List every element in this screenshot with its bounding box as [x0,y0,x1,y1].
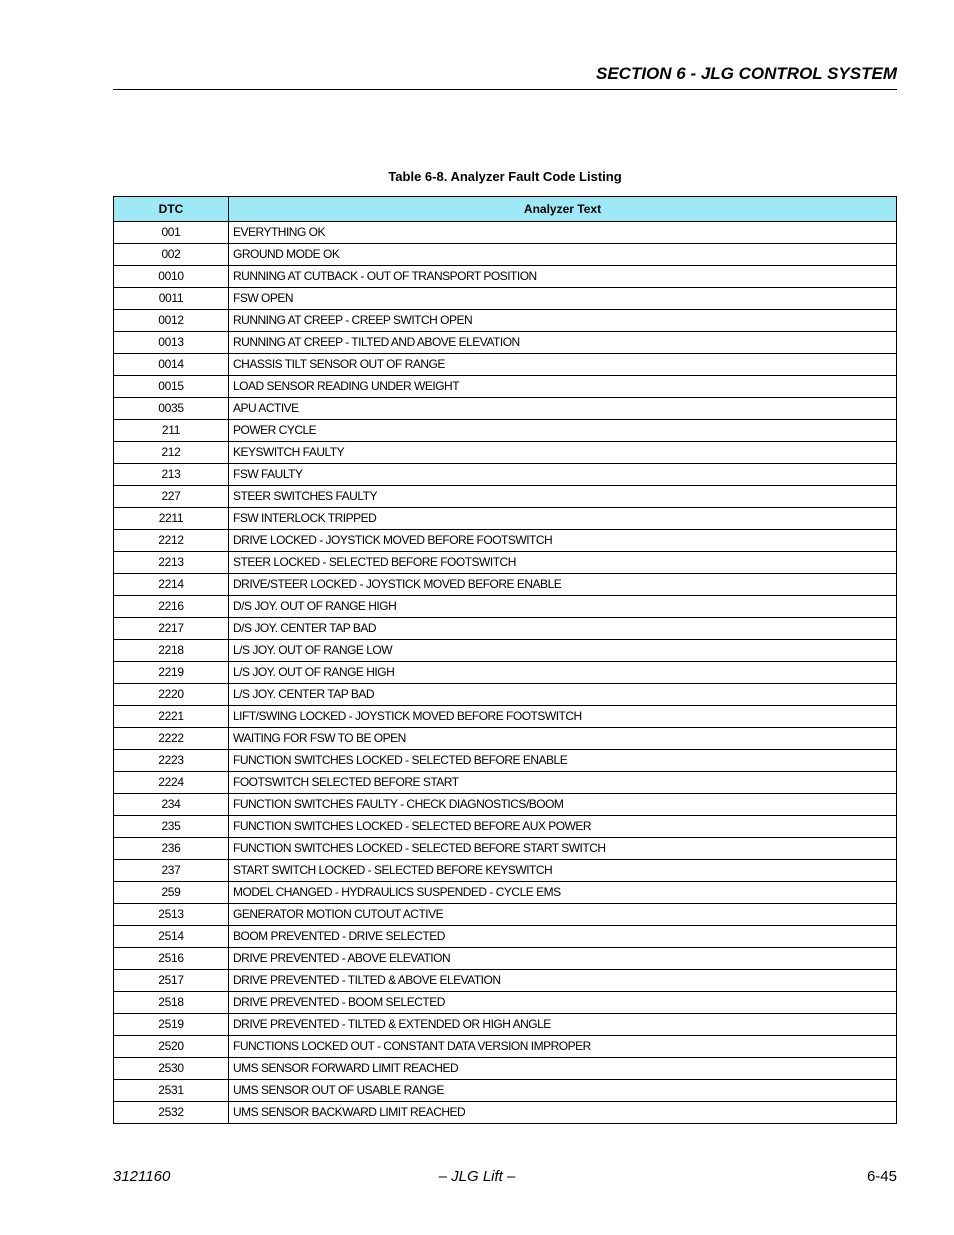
table-row [114,354,897,376]
analyzer-text-cell: DRIVE PREVENTED - TILTED & ABOVE ELEVATION [229,970,897,992]
table-row [114,310,897,332]
analyzer-text-cell: DRIVE/STEER LOCKED - JOYSTICK MOVED BEFORE ENABLE [229,574,897,596]
header-rule [113,89,897,90]
dtc-code-cell: 2514 [114,926,229,948]
dtc-code-cell: 234 [114,794,229,816]
dtc-code-cell: 002 [114,244,229,266]
analyzer-text-cell: D/S JOY. CENTER TAP BAD [229,618,897,640]
analyzer-text-cell: L/S JOY. CENTER TAP BAD [229,684,897,706]
dtc-code-cell: 2219 [114,662,229,684]
table-row [114,948,897,970]
analyzer-text-cell: RUNNING AT CREEP - TILTED AND ABOVE ELEVATION [229,332,897,354]
table-row [114,1102,897,1124]
column-header-analyzer-text: Analyzer Text [229,197,897,222]
dtc-code-cell: 001 [114,222,229,244]
table-row [114,816,897,838]
table-body [114,222,897,1124]
table-row [114,794,897,816]
fault-code-table [113,196,897,1124]
analyzer-text-cell: FUNCTION SWITCHES LOCKED - SELECTED BEFORE START SWITCH [229,838,897,860]
table-row [114,288,897,310]
dtc-code-cell: 237 [114,860,229,882]
analyzer-text-cell: KEYSWITCH FAULTY [229,442,897,464]
analyzer-text-cell: UMS SENSOR OUT OF USABLE RANGE [229,1080,897,1102]
dtc-code-cell: 211 [114,420,229,442]
analyzer-text-cell: GENERATOR MOTION CUTOUT ACTIVE [229,904,897,926]
table-row [114,464,897,486]
table-row [114,970,897,992]
dtc-code-cell: 2532 [114,1102,229,1124]
table-row [114,772,897,794]
dtc-code-cell: 2223 [114,750,229,772]
dtc-code-cell: 2220 [114,684,229,706]
table-row [114,552,897,574]
analyzer-text-cell: FOOTSWITCH SELECTED BEFORE START [229,772,897,794]
table-row [114,860,897,882]
analyzer-text-cell: EVERYTHING OK [229,222,897,244]
dtc-code-cell: 2213 [114,552,229,574]
dtc-code-cell: 0015 [114,376,229,398]
analyzer-text-cell: UMS SENSOR FORWARD LIMIT REACHED [229,1058,897,1080]
dtc-code-cell: 2214 [114,574,229,596]
analyzer-text-cell: FUNCTION SWITCHES LOCKED - SELECTED BEFORE ENABLE [229,750,897,772]
dtc-code-cell: 2212 [114,530,229,552]
analyzer-text-cell: START SWITCH LOCKED - SELECTED BEFORE KEYSWITCH [229,860,897,882]
analyzer-text-cell: GROUND MODE OK [229,244,897,266]
analyzer-text-cell: FUNCTION SWITCHES FAULTY - CHECK DIAGNOSTICS/BOOM [229,794,897,816]
table-row [114,926,897,948]
analyzer-text-cell: LOAD SENSOR READING UNDER WEIGHT [229,376,897,398]
section-title: SECTION 6 - JLG CONTROL SYSTEM [596,64,897,83]
analyzer-text-cell: LIFT/SWING LOCKED - JOYSTICK MOVED BEFORE FOOTSWITCH [229,706,897,728]
table-row [114,1058,897,1080]
dtc-code-cell: 235 [114,816,229,838]
analyzer-text-cell: FSW FAULTY [229,464,897,486]
table-row [114,222,897,244]
dtc-code-cell: 2513 [114,904,229,926]
table-row [114,640,897,662]
table-row [114,1014,897,1036]
table-row [114,376,897,398]
dtc-code-cell: 2218 [114,640,229,662]
dtc-code-cell: 0035 [114,398,229,420]
analyzer-text-cell: RUNNING AT CUTBACK - OUT OF TRANSPORT POSITION [229,266,897,288]
table-row [114,882,897,904]
analyzer-text-cell: APU ACTIVE [229,398,897,420]
dtc-code-cell: 0011 [114,288,229,310]
analyzer-text-cell: D/S JOY. OUT OF RANGE HIGH [229,596,897,618]
dtc-code-cell: 2516 [114,948,229,970]
dtc-code-cell: 2216 [114,596,229,618]
table-row [114,1080,897,1102]
table-row [114,706,897,728]
table-row [114,992,897,1014]
analyzer-text-cell: FSW INTERLOCK TRIPPED [229,508,897,530]
table-header-row [114,197,897,222]
dtc-code-cell: 236 [114,838,229,860]
table-title: Table 6-8. Analyzer Fault Code Listing [388,169,622,184]
dtc-code-cell: 0010 [114,266,229,288]
table-row [114,684,897,706]
analyzer-text-cell: FSW OPEN [229,288,897,310]
analyzer-text-cell: DRIVE PREVENTED - TILTED & EXTENDED OR HIGH ANGLE [229,1014,897,1036]
dtc-code-cell: 2519 [114,1014,229,1036]
analyzer-text-cell: STEER SWITCHES FAULTY [229,486,897,508]
dtc-code-cell: 2530 [114,1058,229,1080]
table-row [114,1036,897,1058]
dtc-code-cell: 0013 [114,332,229,354]
table-row [114,442,897,464]
analyzer-text-cell: BOOM PREVENTED - DRIVE SELECTED [229,926,897,948]
analyzer-text-cell: DRIVE PREVENTED - BOOM SELECTED [229,992,897,1014]
table-row [114,332,897,354]
dtc-code-cell: 0014 [114,354,229,376]
analyzer-text-cell: WAITING FOR FSW TO BE OPEN [229,728,897,750]
table-row [114,508,897,530]
dtc-code-cell: 259 [114,882,229,904]
analyzer-text-cell: STEER LOCKED - SELECTED BEFORE FOOTSWITCH [229,552,897,574]
table-row [114,420,897,442]
page-number: 6-45 [866,1168,897,1185]
table-row [114,728,897,750]
table-row [114,530,897,552]
table-row [114,266,897,288]
dtc-code-cell: 2224 [114,772,229,794]
dtc-code-cell: 213 [114,464,229,486]
dtc-code-cell: 2221 [114,706,229,728]
table-row [114,398,897,420]
dtc-code-cell: 2520 [114,1036,229,1058]
table-row [114,750,897,772]
analyzer-text-cell: L/S JOY. OUT OF RANGE LOW [229,640,897,662]
dtc-code-cell: 2518 [114,992,229,1014]
table-row [114,904,897,926]
table-row [114,574,897,596]
dtc-code-cell: 227 [114,486,229,508]
analyzer-text-cell: POWER CYCLE [229,420,897,442]
analyzer-text-cell: DRIVE PREVENTED - ABOVE ELEVATION [229,948,897,970]
analyzer-text-cell: MODEL CHANGED - HYDRAULICS SUSPENDED - CYCLE EMS [229,882,897,904]
analyzer-text-cell: RUNNING AT CREEP - CREEP SWITCH OPEN [229,310,897,332]
footer-brand: – JLG Lift – [438,1168,516,1185]
dtc-code-cell: 2217 [114,618,229,640]
table-row [114,662,897,684]
table-row [114,596,897,618]
dtc-code-cell: 2531 [114,1080,229,1102]
dtc-code-cell: 2517 [114,970,229,992]
table-row [114,486,897,508]
analyzer-text-cell: FUNCTIONS LOCKED OUT - CONSTANT DATA VERSION IMPROPER [229,1036,897,1058]
analyzer-text-cell: FUNCTION SWITCHES LOCKED - SELECTED BEFORE AUX POWER [229,816,897,838]
table-row [114,838,897,860]
analyzer-text-cell: L/S JOY. OUT OF RANGE HIGH [229,662,897,684]
dtc-code-cell: 2211 [114,508,229,530]
analyzer-text-cell: DRIVE LOCKED - JOYSTICK MOVED BEFORE FOOTSWITCH [229,530,897,552]
table-row [114,618,897,640]
column-header-dtc: DTC [114,197,229,222]
table-row [114,244,897,266]
analyzer-text-cell: UMS SENSOR BACKWARD LIMIT REACHED [229,1102,897,1124]
dtc-code-cell: 2222 [114,728,229,750]
dtc-code-cell: 212 [114,442,229,464]
document-number: 3121160 [113,1168,171,1185]
analyzer-text-cell: CHASSIS TILT SENSOR OUT OF RANGE [229,354,897,376]
dtc-code-cell: 0012 [114,310,229,332]
